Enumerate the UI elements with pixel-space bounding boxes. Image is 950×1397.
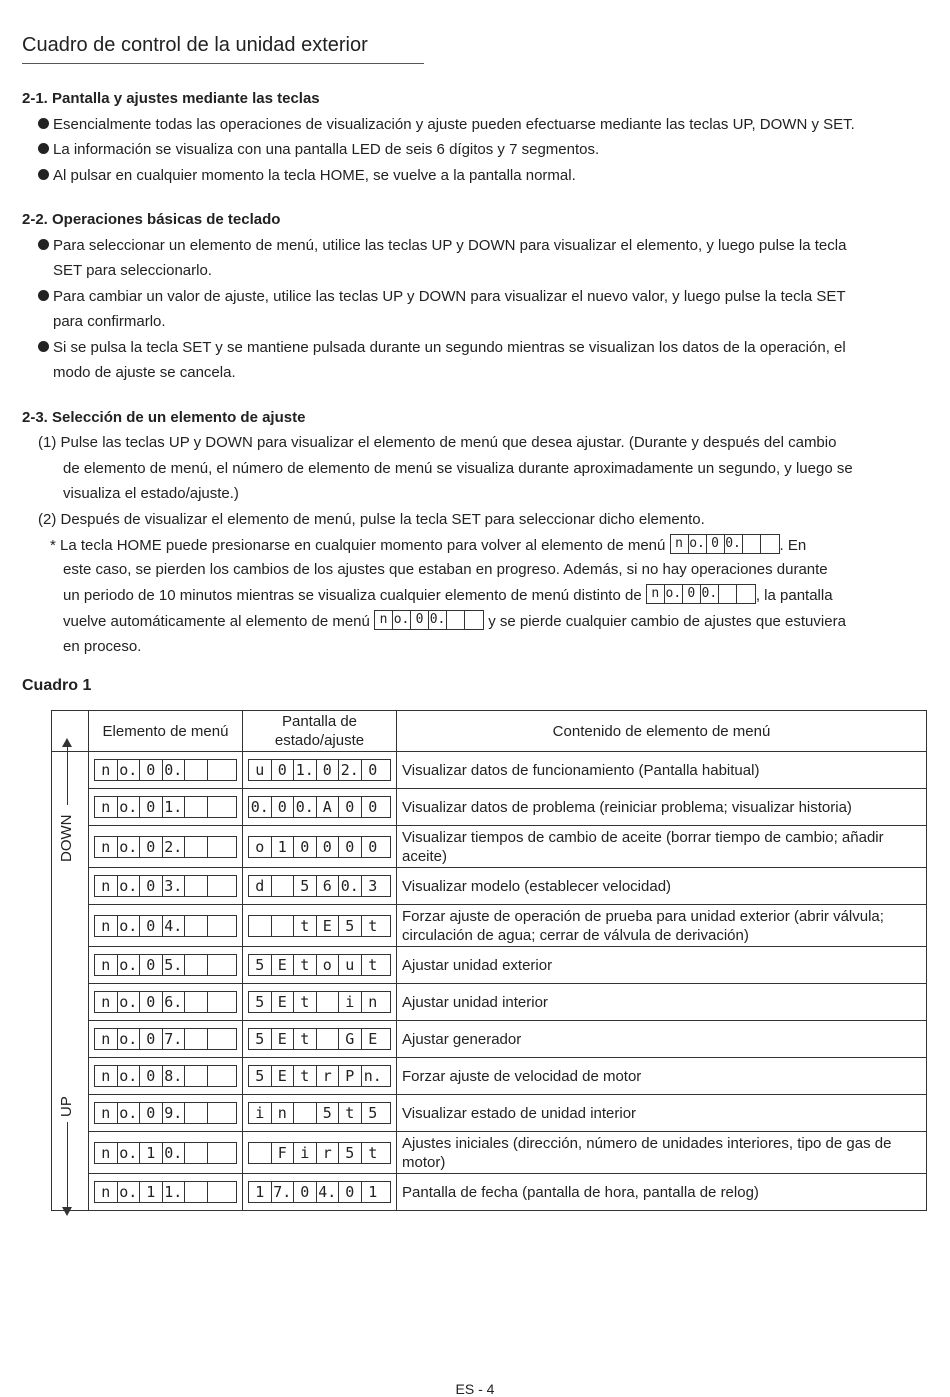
paragraph-line: (2) Después de visualizar el elemento de menú, pulse la tecla SET para seleccionar dicho elemento. — [38, 511, 705, 528]
led-digit: o. — [689, 536, 705, 551]
bullet-icon — [38, 118, 49, 129]
led-digit: 5 — [249, 955, 272, 975]
menu-led-display — [94, 1142, 237, 1164]
menu-led-cell — [89, 1021, 243, 1058]
status-led-cell — [243, 789, 397, 826]
led-digit: o — [317, 955, 340, 975]
led-digit: 0 — [294, 837, 317, 857]
led-digit: t — [294, 1066, 317, 1086]
bullet-continuation: modo de ajuste se cancela. — [53, 364, 236, 381]
menu-led-display — [94, 991, 237, 1013]
table-row — [52, 1021, 927, 1058]
status-led-cell — [243, 868, 397, 905]
status-led-display — [248, 1102, 391, 1124]
led-digit: 4. — [163, 916, 186, 936]
led-digit: 0 — [411, 611, 429, 629]
content-cell: Ajustes iniciales (dirección, número de unidades interiores, tipo de gas de motor) — [397, 1132, 927, 1174]
led-digit: 1. — [163, 1182, 186, 1202]
led-digit — [294, 1103, 317, 1123]
col-header-display: Pantalla de estado/ajuste — [243, 711, 397, 752]
status-led-cell — [243, 984, 397, 1021]
led-digit: n — [95, 1029, 118, 1049]
led-digit: 0. — [163, 1143, 186, 1163]
bullet-icon — [38, 341, 49, 352]
led-digit: 0. — [429, 612, 446, 627]
content-cell: Ajustar unidad exterior — [397, 947, 927, 984]
led-digit: o. — [393, 612, 410, 627]
led-digit: 0 — [140, 1029, 163, 1049]
menu-led-display — [94, 759, 237, 781]
led-digit: 0 — [339, 837, 362, 857]
led-digit: 5 — [339, 916, 362, 936]
led-digit: 1 — [140, 1143, 163, 1163]
led-digit: 5. — [163, 955, 186, 975]
led-digit: 0 — [140, 992, 163, 1012]
led-digit: 4. — [317, 1182, 340, 1202]
led-digit: o. — [118, 797, 141, 817]
led-digit: 5 — [249, 1066, 272, 1086]
menu-led-cell — [89, 789, 243, 826]
led-digit: r — [317, 1143, 340, 1163]
led-digit: G — [339, 1029, 362, 1049]
led-digit: t — [368, 956, 378, 974]
up-arrowhead-icon — [62, 738, 72, 747]
led-digit — [761, 535, 779, 553]
led-digit: 1 — [368, 1183, 378, 1201]
led-digit: 0 — [140, 1066, 163, 1086]
menu-led-cell — [89, 1095, 243, 1132]
led-digit: E — [317, 916, 340, 936]
led-digit — [208, 992, 231, 1012]
led-digit — [208, 797, 231, 817]
status-led-display — [248, 1142, 391, 1164]
status-led-cell — [243, 1021, 397, 1058]
led-digit: 0 — [140, 876, 163, 896]
led-digit: 0. — [294, 797, 317, 817]
content-cell: Visualizar modelo (establecer velocidad) — [397, 868, 927, 905]
content-cell: Visualizar estado de unidad interior — [397, 1095, 927, 1132]
led-digit: F — [272, 1143, 295, 1163]
led-digit — [185, 876, 208, 896]
menu-led-display — [94, 954, 237, 976]
bullet-icon — [38, 169, 49, 180]
bullet-item: Si se pulsa la tecla SET y se mantiene pulsada durante un segundo mientras se visualizan los datos de la operación, el — [38, 339, 846, 357]
led-digit: P — [339, 1066, 362, 1086]
table-row — [52, 789, 927, 826]
led-digit — [185, 1066, 208, 1086]
section-heading-2-1: 2-1. Pantalla y ajustes mediante las teclas — [22, 90, 320, 107]
status-led-display — [248, 1065, 391, 1087]
led-digit: E — [368, 1030, 378, 1048]
led-digit — [208, 1029, 231, 1049]
led-digit — [208, 1066, 231, 1086]
menu-led-cell — [89, 905, 243, 947]
paragraph-line: (1) Pulse las teclas UP y DOWN para visualizar el elemento de menú que desea ajustar. (Durante y después del cambio — [38, 434, 837, 451]
led-digit: 2. — [339, 760, 362, 780]
paragraph-line: visualiza el estado/ajuste.) — [63, 485, 239, 502]
bullet-icon — [38, 143, 49, 154]
led-digit — [208, 876, 231, 896]
inline-led-display — [374, 610, 484, 630]
status-led-cell — [243, 1058, 397, 1095]
led-digit — [185, 1143, 208, 1163]
menu-led-cell — [89, 984, 243, 1021]
note-line: este caso, se pierden los cambios de los ajustes que estaban en progreso. Además, si no hay operaciones durante — [63, 561, 828, 578]
led-digit — [208, 955, 231, 975]
led-digit: n — [647, 585, 665, 603]
led-digit: o — [249, 837, 272, 857]
led-digit: n — [95, 992, 118, 1012]
bullet-icon — [38, 290, 49, 301]
section-heading-2-3: 2-3. Selección de un elemento de ajuste — [22, 409, 306, 426]
led-digit: 8. — [163, 1066, 186, 1086]
led-digit — [208, 1143, 231, 1163]
note-line: * La tecla HOME puede presionarse en cualquier momento para volver al elemento de menú n o. 0 0. . En — [50, 536, 807, 554]
note-line: vuelve automáticamente al elemento de menú n o. 0 0. y se pierde cualquier cambio de ajustes que estuviera — [63, 612, 846, 630]
led-digit — [185, 916, 208, 936]
led-digit: 9. — [163, 1103, 186, 1123]
led-digit: A — [317, 797, 340, 817]
led-digit: 6. — [163, 992, 186, 1012]
led-digit: t — [294, 1029, 317, 1049]
led-digit: t — [339, 1103, 362, 1123]
led-digit: n — [95, 797, 118, 817]
led-digit: n — [95, 955, 118, 975]
table-row — [52, 1095, 927, 1132]
content-cell: Forzar ajuste de operación de prueba para unidad exterior (abrir válvula; circulación de agua; cerrar de válvula de derivación) — [397, 905, 927, 947]
content-cell: Pantalla de fecha (pantalla de hora, pantalla de relog) — [397, 1174, 927, 1211]
led-digit — [185, 1103, 208, 1123]
led-digit: 0 — [140, 837, 163, 857]
led-digit: o. — [118, 1143, 141, 1163]
led-digit: 5 — [339, 1143, 362, 1163]
status-led-display — [248, 796, 391, 818]
led-digit: n — [368, 993, 378, 1011]
led-digit: 7. — [272, 1182, 295, 1202]
led-digit: o. — [118, 837, 141, 857]
led-digit: 7. — [163, 1029, 186, 1049]
up-arrow-line — [67, 1122, 68, 1208]
inline-led-display — [646, 584, 756, 604]
table-caption: Cuadro 1 — [22, 677, 92, 694]
led-digit: 0 — [294, 1182, 317, 1202]
led-digit: E — [272, 955, 295, 975]
led-digit: o. — [118, 876, 141, 896]
led-digit: n — [95, 1103, 118, 1123]
led-digit: 6 — [317, 876, 340, 896]
led-digit: n. — [363, 1067, 382, 1085]
bullet-item: Para cambiar un valor de ajuste, utilice las teclas UP y DOWN para visualizar el nuevo valor, y luego pulse la tecla SET — [38, 288, 846, 306]
content-cell: Ajustar unidad interior — [397, 984, 927, 1021]
led-digit: 0 — [339, 1182, 362, 1202]
table-row — [52, 826, 927, 868]
led-digit: i — [249, 1103, 272, 1123]
led-digit — [208, 837, 231, 857]
led-digit: 0 — [272, 760, 295, 780]
led-digit: n — [95, 1066, 118, 1086]
menu-led-display — [94, 915, 237, 937]
paragraph-line: de elemento de menú, el número de elemento de menú se visualiza durante aproximadamente un segundo, y luego se — [63, 460, 853, 477]
bullet-icon — [38, 239, 49, 250]
bullet-continuation: SET para seleccionarlo. — [53, 262, 212, 279]
menu-led-cell — [89, 868, 243, 905]
led-digit — [317, 992, 340, 1012]
led-digit: n — [95, 876, 118, 896]
led-digit — [185, 760, 208, 780]
led-digit: n — [95, 1143, 118, 1163]
page-number: ES - 4 — [455, 1381, 495, 1397]
col-header-menu: Elemento de menú — [89, 711, 243, 752]
led-digit: o. — [665, 586, 682, 601]
led-digit: 0 — [140, 797, 163, 817]
led-digit: 1 — [249, 1182, 272, 1202]
led-digit: o. — [118, 1182, 141, 1202]
led-digit: 3 — [368, 877, 378, 895]
led-digit: t — [368, 916, 378, 935]
led-digit — [208, 1182, 231, 1202]
led-digit: E — [272, 992, 295, 1012]
led-digit: 1. — [163, 797, 186, 817]
status-led-display — [248, 1181, 391, 1203]
page-title: Cuadro de control de la unidad exterior — [22, 34, 424, 64]
table-row — [52, 984, 927, 1021]
led-digit: o. — [118, 1029, 141, 1049]
menu-led-display — [94, 1028, 237, 1050]
led-digit: 5 — [368, 1104, 378, 1122]
menu-led-display — [94, 1065, 237, 1087]
inline-led-display — [670, 534, 780, 554]
led-digit: d — [249, 876, 272, 896]
up-label: UP — [58, 1096, 75, 1117]
bullet-item: Al pulsar en cualquier momento la tecla HOME, se vuelve a la pantalla normal. — [38, 167, 576, 185]
menu-led-display — [94, 1181, 237, 1203]
led-digit: o. — [118, 992, 141, 1012]
menu-led-cell — [89, 752, 243, 789]
led-digit — [272, 876, 295, 896]
status-led-display — [248, 836, 391, 858]
led-digit: 0 — [707, 535, 725, 553]
led-digit — [208, 760, 231, 780]
led-digit: o. — [118, 760, 141, 780]
status-led-display — [248, 759, 391, 781]
led-digit: 2. — [163, 837, 186, 857]
led-digit: n — [95, 837, 118, 857]
led-digit: 0 — [140, 916, 163, 936]
led-digit — [185, 955, 208, 975]
led-digit: n — [95, 916, 118, 936]
led-digit: 1. — [294, 760, 317, 780]
status-led-cell — [243, 905, 397, 947]
status-led-cell — [243, 1132, 397, 1174]
led-digit: o. — [118, 1103, 141, 1123]
led-digit: n — [671, 535, 689, 553]
status-led-cell — [243, 826, 397, 868]
led-digit: 0 — [140, 1103, 163, 1123]
led-digit — [249, 916, 272, 936]
led-digit — [185, 797, 208, 817]
down-arrowhead-icon — [62, 1207, 72, 1216]
led-digit: t — [294, 955, 317, 975]
led-digit — [465, 611, 483, 629]
led-digit — [249, 1143, 272, 1163]
led-digit: 5 — [249, 1029, 272, 1049]
section-heading-2-2: 2-2. Operaciones básicas de teclado — [22, 211, 281, 228]
led-digit: 0 — [368, 837, 378, 856]
status-led-display — [248, 991, 391, 1013]
table-row — [52, 1058, 927, 1095]
menu-led-display — [94, 796, 237, 818]
menu-led-cell — [89, 826, 243, 868]
led-digit — [272, 916, 295, 936]
led-digit — [185, 1029, 208, 1049]
status-led-cell — [243, 752, 397, 789]
status-led-cell — [243, 1174, 397, 1211]
led-digit — [208, 1103, 231, 1123]
led-digit: 3. — [163, 876, 186, 896]
col-header-content: Contenido de elemento de menú — [397, 711, 927, 752]
led-digit: n — [375, 611, 393, 629]
led-digit: n — [95, 1182, 118, 1202]
led-digit: 0 — [140, 955, 163, 975]
led-digit: i — [339, 992, 362, 1012]
led-digit: t — [294, 916, 317, 936]
bullet-continuation: para confirmarlo. — [53, 313, 166, 330]
led-digit — [447, 611, 465, 629]
led-digit: 0. — [701, 586, 718, 601]
led-digit: r — [317, 1066, 340, 1086]
menu-led-cell — [89, 1174, 243, 1211]
menu-led-display — [94, 836, 237, 858]
led-digit: 0 — [272, 797, 295, 817]
led-digit — [185, 837, 208, 857]
bullet-item: Esencialmente todas las operaciones de visualización y ajuste pueden efectuarse mediante las teclas UP, DOWN y SET. — [38, 116, 855, 134]
content-cell: Visualizar tiempos de cambio de aceite (borrar tiempo de cambio; añadir aceite) — [397, 826, 927, 868]
led-digit: t — [368, 1143, 378, 1162]
led-digit: o. — [118, 1066, 141, 1086]
led-digit: 0 — [683, 585, 701, 603]
table-row — [52, 752, 927, 789]
led-digit: 0. — [163, 760, 186, 780]
menu-led-display — [94, 875, 237, 897]
led-digit: 0 — [368, 761, 378, 779]
content-cell: Ajustar generador — [397, 1021, 927, 1058]
led-digit — [185, 1182, 208, 1202]
status-led-display — [248, 1028, 391, 1050]
led-digit: 0 — [140, 760, 163, 780]
led-digit: 5 — [294, 876, 317, 896]
down-arrow-line — [67, 745, 68, 805]
content-cell: Forzar ajuste de velocidad de motor — [397, 1058, 927, 1095]
led-digit — [208, 916, 231, 936]
bullet-item: La información se visualiza con una pantalla LED de seis 6 dígitos y 7 segmentos. — [38, 141, 599, 159]
led-digit: i — [294, 1143, 317, 1163]
status-led-display — [248, 954, 391, 976]
led-digit — [185, 992, 208, 1012]
menu-led-display — [94, 1102, 237, 1124]
led-digit — [719, 585, 737, 603]
led-digit: 0 — [339, 797, 362, 817]
table-row — [52, 1132, 927, 1174]
led-digit: n — [95, 760, 118, 780]
led-digit: 5 — [249, 992, 272, 1012]
menu-led-cell — [89, 947, 243, 984]
table-row — [52, 947, 927, 984]
note-line: en proceso. — [63, 638, 142, 655]
led-digit: u — [249, 760, 272, 780]
note-line: un periodo de 10 minutos mientras se visualiza cualquier elemento de menú distinto de n o. 0 0. , la pantalla — [63, 586, 833, 604]
status-led-display — [248, 875, 391, 897]
led-digit — [317, 1029, 340, 1049]
status-led-display — [248, 915, 391, 937]
led-digit: 0. — [249, 797, 272, 817]
led-digit: 5 — [317, 1103, 340, 1123]
led-digit: n — [272, 1103, 295, 1123]
table-row — [52, 868, 927, 905]
menu-led-cell — [89, 1132, 243, 1174]
led-digit: 1 — [272, 837, 295, 857]
led-digit: 0. — [725, 536, 741, 551]
led-digit — [743, 535, 761, 553]
led-digit: o. — [118, 955, 141, 975]
down-label: DOWN — [58, 814, 75, 862]
status-led-cell — [243, 947, 397, 984]
bullet-item: Para seleccionar un elemento de menú, utilice las teclas UP y DOWN para visualizar el elemento, y luego pulse la tecla — [38, 237, 846, 255]
content-cell: Visualizar datos de funcionamiento (Pantalla habitual) — [397, 752, 927, 789]
led-digit: 0. — [339, 876, 362, 896]
led-digit: o. — [118, 916, 141, 936]
led-digit: t — [294, 992, 317, 1012]
table-row — [52, 1174, 927, 1211]
led-digit: 0 — [368, 798, 378, 816]
status-led-cell — [243, 1095, 397, 1132]
menu-table — [51, 710, 927, 1211]
content-cell: Visualizar datos de problema (reiniciar problema; visualizar historia) — [397, 789, 927, 826]
led-digit: E — [272, 1029, 295, 1049]
led-digit: 0 — [317, 837, 340, 857]
led-digit: 0 — [317, 760, 340, 780]
led-digit — [737, 585, 755, 603]
menu-led-cell — [89, 1058, 243, 1095]
table-row — [52, 905, 927, 947]
led-digit: u — [339, 955, 362, 975]
led-digit: 1 — [140, 1182, 163, 1202]
led-digit: E — [272, 1066, 295, 1086]
